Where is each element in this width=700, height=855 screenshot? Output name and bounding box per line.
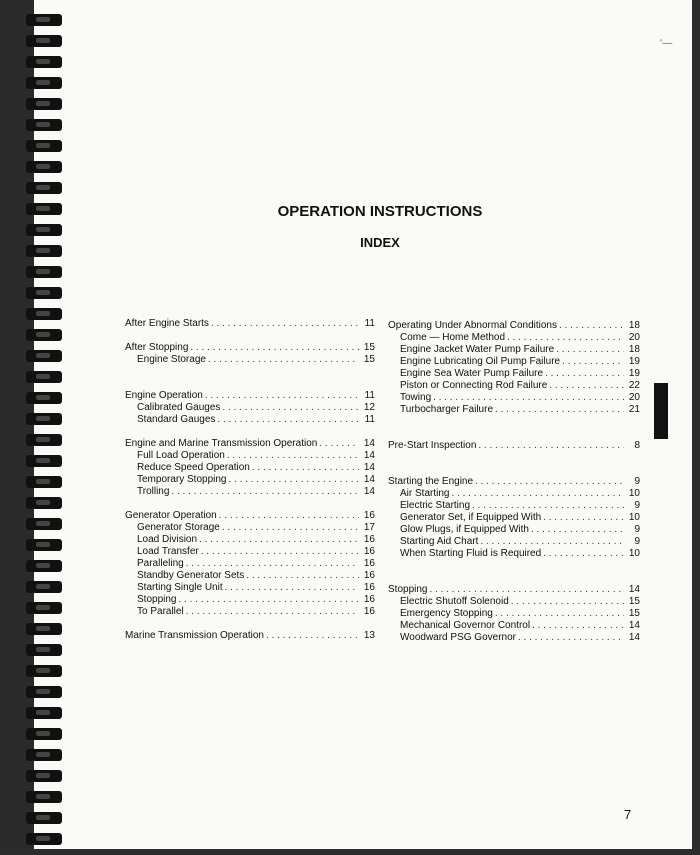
binding-ring	[26, 833, 62, 845]
binding-ring	[26, 812, 62, 824]
entry-page-number: 9	[634, 524, 640, 535]
dot-leader	[495, 404, 624, 416]
entry-page-number: 16	[363, 570, 375, 581]
entry-page-number: 16	[363, 582, 375, 593]
index-subentry	[125, 462, 375, 474]
index-entry	[388, 476, 640, 488]
entry-label: Engine Jacket Water Pump Failure	[400, 344, 555, 355]
entry-page-number: 18	[628, 320, 640, 331]
dot-leader	[252, 462, 359, 474]
binding-ring	[26, 728, 62, 740]
entry-label: Reduce Speed Operation	[137, 462, 250, 473]
binding-ring	[26, 329, 62, 341]
index-subentry	[388, 620, 640, 632]
entry-page-number: 12	[363, 402, 375, 413]
entry-label: Generator Storage	[137, 522, 220, 533]
index-subentry	[388, 512, 640, 524]
index-subentry	[125, 414, 375, 426]
entry-page-number: 14	[363, 438, 375, 449]
binding-ring	[26, 350, 62, 362]
binding-ring	[26, 434, 62, 446]
dot-leader	[219, 510, 359, 522]
entry-page-number: 15	[628, 596, 640, 607]
binding-ring	[26, 266, 62, 278]
binding-ring	[26, 791, 62, 803]
dot-leader	[478, 440, 624, 452]
dot-leader	[201, 546, 359, 558]
dot-leader	[559, 320, 624, 332]
entry-label: Stopping	[137, 594, 177, 605]
dot-leader	[186, 606, 359, 618]
index-subentry	[388, 536, 640, 548]
binding-ring	[26, 245, 62, 257]
section-spacer	[125, 330, 375, 342]
index-entry	[125, 438, 375, 450]
section-spacer	[388, 416, 640, 440]
dot-leader	[217, 414, 359, 426]
index-subentry	[388, 392, 640, 404]
index-entry	[125, 318, 375, 330]
dot-leader	[472, 500, 624, 512]
index-subentry	[388, 632, 640, 644]
dot-leader	[171, 486, 359, 498]
index-subentry	[388, 404, 640, 416]
index-subentry	[388, 344, 640, 356]
entry-label: Pre-Start Inspection	[388, 440, 477, 451]
entry-label: After Engine Starts	[125, 318, 209, 329]
index-subentry	[125, 606, 375, 618]
entry-label: Woodward PSG Governor	[400, 632, 516, 643]
entry-page-number: 15	[363, 354, 375, 365]
binding-ring	[26, 539, 62, 551]
binding-ring	[26, 560, 62, 572]
binding-ring	[26, 686, 62, 698]
entry-label: Trolling	[137, 486, 170, 497]
index-entry	[388, 320, 640, 332]
index-entry	[125, 630, 375, 642]
dot-leader	[545, 368, 624, 380]
entry-page-number: 20	[628, 332, 640, 343]
entry-label: Marine Transmission Operation	[125, 630, 264, 641]
binding-ring	[26, 35, 62, 47]
binding-ring	[26, 770, 62, 782]
page-subtitle: INDEX	[360, 235, 400, 250]
entry-page-number: 10	[628, 548, 640, 559]
binding-ring	[26, 77, 62, 89]
dot-leader	[507, 332, 624, 344]
section-spacer	[388, 452, 640, 476]
binding-ring	[26, 140, 62, 152]
entry-page-number: 16	[363, 546, 375, 557]
binding-ring	[26, 287, 62, 299]
entry-label: Standby Generator Sets	[137, 570, 245, 581]
dot-leader	[190, 342, 359, 354]
entry-page-number: 14	[363, 486, 375, 497]
entry-label: Stopping	[388, 584, 428, 595]
index-subentry	[388, 524, 640, 536]
dot-leader	[543, 512, 624, 524]
entry-page-number: 8	[634, 440, 640, 451]
entry-label: Load Transfer	[137, 546, 199, 557]
dot-leader	[225, 582, 359, 594]
entry-label: Piston or Connecting Rod Failure	[400, 380, 548, 391]
binding-ring	[26, 497, 62, 509]
page-bottom-shadow	[0, 849, 700, 855]
section-spacer	[125, 618, 375, 630]
entry-page-number: 16	[363, 606, 375, 617]
index-subentry	[388, 548, 640, 560]
dot-leader	[211, 318, 359, 330]
binding-ring	[26, 161, 62, 173]
entry-label: Engine Lubricating Oil Pump Failure	[400, 356, 561, 367]
index-subentry	[125, 594, 375, 606]
binding-ring	[26, 602, 62, 614]
entry-label: Towing	[400, 392, 432, 403]
entry-page-number: 13	[363, 630, 375, 641]
entry-page-number: 19	[628, 368, 640, 379]
entry-page-number: 14	[363, 462, 375, 473]
index-subentry	[125, 450, 375, 462]
entry-label: Starting Aid Chart	[400, 536, 479, 547]
binding-ring	[26, 308, 62, 320]
binding-ring	[26, 581, 62, 593]
entry-label: Full Load Operation	[137, 450, 225, 461]
dot-leader	[480, 536, 624, 548]
index-right-column	[388, 320, 640, 644]
dot-leader	[429, 584, 624, 596]
index-subentry	[388, 380, 640, 392]
entry-label: Engine and Marine Transmission Operation	[125, 438, 318, 449]
entry-page-number: 16	[363, 594, 375, 605]
dot-leader	[532, 620, 624, 632]
entry-label: Starting Single Unit	[137, 582, 223, 593]
binding-ring	[26, 455, 62, 467]
section-tab-marker	[654, 383, 668, 439]
dot-leader	[495, 608, 624, 620]
binding-ring	[26, 224, 62, 236]
binding-ring	[26, 413, 62, 425]
entry-label: Temporary Stopping	[137, 474, 227, 485]
binding-ring	[26, 392, 62, 404]
entry-label: Generator Operation	[125, 510, 217, 521]
section-spacer	[125, 366, 375, 390]
index-entry	[388, 584, 640, 596]
entry-label: Calibrated Gauges	[137, 402, 221, 413]
entry-label: Turbocharger Failure	[400, 404, 494, 415]
page-mark: ‘—	[660, 38, 673, 49]
binding-ring	[26, 476, 62, 488]
index-subentry	[125, 534, 375, 546]
entry-label: Electric Shutoff Solenoid	[400, 596, 509, 607]
entry-page-number: 15	[363, 342, 375, 353]
entry-label: Glow Plugs, if Equipped With	[400, 524, 529, 535]
dot-leader	[556, 344, 624, 356]
entry-page-number: 10	[628, 512, 640, 523]
binding-ring	[26, 665, 62, 677]
entry-page-number: 11	[364, 390, 375, 401]
entry-page-number: 18	[628, 344, 640, 355]
entry-label: Emergency Stopping	[400, 608, 493, 619]
entry-label: Generator Set, if Equipped With	[400, 512, 542, 523]
entry-page-number: 16	[363, 510, 375, 521]
entry-label: Standard Gauges	[137, 414, 216, 425]
entry-label: Air Starting	[400, 488, 450, 499]
index-subentry	[388, 608, 640, 620]
entry-page-number: 22	[628, 380, 640, 391]
index-subentry	[388, 488, 640, 500]
binding-ring	[26, 56, 62, 68]
index-subentry	[388, 596, 640, 608]
binding-ring	[26, 518, 62, 530]
entry-label: Mechanical Governor Control	[400, 620, 531, 631]
page-title: OPERATION INSTRUCTIONS	[277, 203, 483, 220]
dot-leader	[227, 450, 359, 462]
entry-page-number: 16	[363, 534, 375, 545]
entry-page-number: 9	[634, 476, 640, 487]
index-subentry	[388, 332, 640, 344]
dot-leader	[451, 488, 624, 500]
entry-page-number: 19	[628, 356, 640, 367]
binding-ring	[26, 623, 62, 635]
binding-ring	[26, 644, 62, 656]
index-subentry	[125, 522, 375, 534]
dot-leader	[266, 630, 359, 642]
dot-leader	[475, 476, 624, 488]
index-subentry	[388, 500, 640, 512]
entry-label: When Starting Fluid is Required	[400, 548, 542, 559]
entry-label: Operating Under Abnormal Conditions	[388, 320, 557, 331]
dot-leader	[229, 474, 360, 486]
binding-ring	[26, 119, 62, 131]
entry-page-number: 11	[364, 414, 375, 425]
index-entry	[388, 440, 640, 452]
entry-page-number: 14	[628, 584, 640, 595]
page-edge-shadow	[692, 0, 700, 855]
entry-page-number: 10	[628, 488, 640, 499]
index-entry	[125, 342, 375, 354]
entry-label: Engine Storage	[137, 354, 206, 365]
entry-label: To Parallel	[137, 606, 184, 617]
dot-leader	[222, 522, 359, 534]
entry-label: Paralleling	[137, 558, 184, 569]
entry-label: After Stopping	[125, 342, 189, 353]
entry-label: Load Division	[137, 534, 198, 545]
index-left-column	[125, 318, 375, 642]
entry-page-number: 15	[628, 608, 640, 619]
entry-label: Starting the Engine	[388, 476, 474, 487]
entry-page-number: 16	[363, 558, 375, 569]
dot-leader	[562, 356, 624, 368]
entry-label: Come — Home Method	[400, 332, 506, 343]
binding-ring	[26, 14, 62, 26]
binding-ring	[26, 371, 62, 383]
dot-leader	[222, 402, 359, 414]
binding-ring	[26, 98, 62, 110]
index-subentry	[125, 474, 375, 486]
index-subentry	[125, 558, 375, 570]
index-subentry	[125, 570, 375, 582]
dot-leader	[511, 596, 624, 608]
binding-ring	[26, 749, 62, 761]
dot-leader	[205, 390, 359, 402]
section-spacer	[388, 560, 640, 584]
dot-leader	[178, 594, 359, 606]
dot-leader	[543, 548, 624, 560]
dot-leader	[433, 392, 624, 404]
entry-page-number: 20	[628, 392, 640, 403]
index-entry	[125, 510, 375, 522]
entry-page-number: 9	[634, 536, 640, 547]
dot-leader	[319, 438, 359, 450]
section-spacer	[125, 426, 375, 438]
dot-leader	[199, 534, 359, 546]
dot-leader	[186, 558, 359, 570]
index-entry	[125, 390, 375, 402]
dot-leader	[518, 632, 624, 644]
index-subentry	[125, 354, 375, 366]
entry-page-number: 9	[634, 500, 640, 511]
dot-leader	[549, 380, 624, 392]
index-subentry	[388, 368, 640, 380]
index-subentry	[125, 402, 375, 414]
index-subentry	[125, 582, 375, 594]
entry-page-number: 21	[628, 404, 640, 415]
entry-page-number: 11	[364, 318, 375, 329]
entry-page-number: 14	[363, 474, 375, 485]
binding-ring	[26, 182, 62, 194]
entry-page-number: 17	[363, 522, 375, 533]
dot-leader	[246, 570, 359, 582]
dot-leader	[208, 354, 359, 366]
index-subentry	[125, 486, 375, 498]
index-subentry	[125, 546, 375, 558]
binding-ring	[26, 707, 62, 719]
binding-ring	[26, 203, 62, 215]
entry-page-number: 14	[628, 620, 640, 631]
entry-label: Engine Operation	[125, 390, 203, 401]
entry-label: Engine Sea Water Pump Failure	[400, 368, 544, 379]
entry-page-number: 14	[363, 450, 375, 461]
page-number: 7	[624, 807, 632, 822]
entry-label: Electric Starting	[400, 500, 471, 511]
entry-page-number: 14	[628, 632, 640, 643]
dot-leader	[531, 524, 624, 536]
section-spacer	[125, 498, 375, 510]
index-subentry	[388, 356, 640, 368]
